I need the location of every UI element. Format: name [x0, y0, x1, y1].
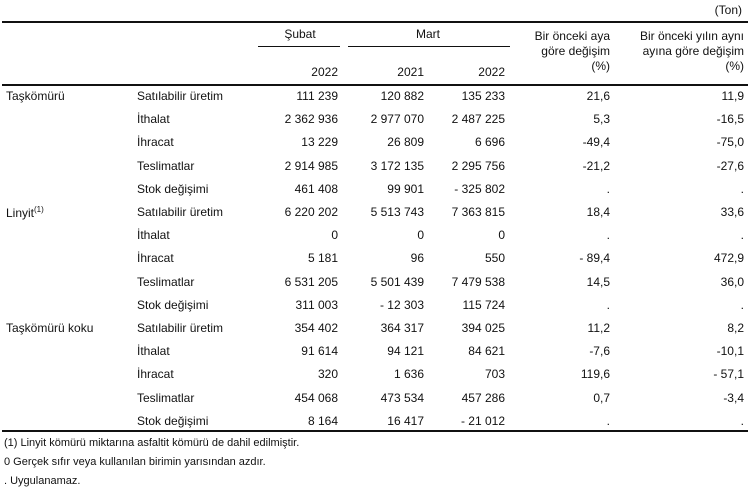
- category-label: [6, 205, 44, 220]
- value-cell: - 57,1: [713, 367, 744, 382]
- value-cell: 6 531 205: [284, 274, 338, 289]
- item-label: İhracat: [137, 367, 174, 382]
- value-cell: 457 286: [461, 390, 505, 405]
- value-cell: 111 239: [296, 89, 338, 103]
- header-year-subat-2022: 2022: [311, 65, 338, 79]
- value-cell: .: [606, 297, 610, 312]
- mart-underline: [348, 46, 510, 47]
- category-label: [6, 321, 93, 335]
- value-cell: 320: [317, 367, 338, 382]
- item-label: İhracat: [137, 251, 174, 266]
- item-label: Satılabilir üretim: [137, 321, 224, 335]
- header-change-year: [614, 29, 744, 74]
- value-cell: 14,5: [586, 274, 610, 289]
- value-cell: 120 882: [380, 89, 424, 103]
- table-row: [0, 201, 750, 224]
- table-row: [0, 271, 750, 294]
- header-mart: Mart: [416, 27, 440, 41]
- value-cell: .: [606, 181, 610, 196]
- value-cell: .: [740, 181, 744, 196]
- value-cell: - 21 012: [460, 413, 505, 428]
- value-cell: 26 809: [387, 135, 424, 150]
- category-text: Taşkömürü koku: [6, 321, 94, 335]
- table-row: [0, 340, 750, 363]
- value-cell: 33,6: [720, 205, 744, 219]
- value-cell: 364 317: [380, 321, 424, 335]
- value-cell: -27,6: [716, 158, 744, 173]
- header-change-month-line: Bir önceki aya: [534, 29, 610, 43]
- value-cell: 550: [484, 251, 505, 266]
- value-cell: .: [740, 228, 744, 243]
- value-cell: -3,4: [723, 390, 744, 405]
- value-cell: - 325 802: [454, 181, 505, 196]
- value-cell: -75,0: [716, 135, 744, 150]
- value-cell: 454 068: [294, 390, 338, 405]
- value-cell: -16,5: [716, 112, 744, 127]
- value-cell: 96: [410, 251, 424, 266]
- value-cell: 36,0: [720, 274, 744, 289]
- value-cell: 21,6: [586, 89, 610, 103]
- value-cell: 115 724: [462, 297, 505, 312]
- item-label: Stok değişimi: [137, 297, 209, 312]
- value-cell: 703: [484, 367, 505, 382]
- value-cell: 2 295 756: [451, 158, 505, 173]
- item-label: Teslimatlar: [137, 274, 195, 289]
- bottom-rule: [2, 430, 748, 432]
- value-cell: .: [606, 228, 610, 243]
- value-cell: 2 914 985: [284, 158, 338, 173]
- header-change-month-line: (%): [591, 59, 610, 73]
- value-cell: 5,3: [593, 112, 610, 127]
- value-cell: 0: [331, 228, 338, 243]
- value-cell: 0,7: [593, 390, 610, 405]
- value-cell: 119,6: [580, 367, 610, 382]
- value-cell: 99 901: [387, 181, 424, 196]
- value-cell: 2 487 225: [451, 112, 505, 127]
- table-row: [0, 108, 750, 131]
- value-cell: 3 172 135: [370, 158, 424, 173]
- unit-label: (Ton): [714, 3, 742, 17]
- table-row: [0, 294, 750, 317]
- value-cell: -10,1: [716, 344, 744, 359]
- item-label: İthalat: [137, 112, 170, 127]
- value-cell: 354 402: [294, 321, 338, 335]
- value-cell: 2 362 936: [284, 112, 338, 127]
- value-cell: 2 977 070: [370, 112, 424, 127]
- value-cell: 5 501 439: [370, 274, 424, 289]
- footnote-1: (1) Linyit kömürü miktarına asfaltit kömürü de dahil edilmiştir.: [4, 437, 300, 449]
- header-year-mart-2022: 2022: [478, 65, 505, 79]
- item-label: Teslimatlar: [137, 390, 195, 405]
- value-cell: 0: [498, 228, 505, 243]
- header-change-year-line: (%): [725, 59, 744, 73]
- value-cell: 394 025: [461, 321, 505, 335]
- header-change-year-line: ayına göre değişim: [642, 44, 744, 58]
- item-label: Stok değişimi: [137, 413, 209, 428]
- value-cell: 7 363 815: [451, 205, 505, 219]
- category-text: Taşkömürü: [6, 89, 65, 103]
- value-cell: .: [740, 297, 744, 312]
- table-row: [0, 317, 750, 340]
- value-cell: 11,2: [587, 321, 610, 335]
- value-cell: 84 621: [468, 344, 505, 359]
- header-change-year-line: Bir önceki yılın aynı: [639, 29, 744, 43]
- table-row: [0, 363, 750, 386]
- value-cell: 472,9: [713, 251, 744, 266]
- item-label: İthalat: [137, 344, 170, 359]
- subat-underline: [258, 46, 340, 47]
- value-cell: - 89,4: [579, 251, 610, 266]
- value-cell: 11,9: [721, 89, 744, 103]
- value-cell: .: [606, 413, 610, 428]
- table-row: [0, 131, 750, 154]
- header-year-mart-2021: 2021: [397, 65, 424, 79]
- value-cell: 16 417: [387, 413, 424, 428]
- value-cell: 13 229: [301, 135, 338, 150]
- value-cell: 461 408: [294, 181, 338, 196]
- top-rule: [2, 21, 748, 23]
- header-subat: Şubat: [284, 27, 316, 41]
- table-row: [0, 387, 750, 410]
- table-row: [0, 224, 750, 247]
- value-cell: 18,4: [586, 205, 610, 219]
- value-cell: 6 696: [474, 135, 505, 150]
- footnote-3: . Uygulanamaz.: [4, 475, 81, 487]
- item-label: İhracat: [137, 135, 174, 150]
- table-row: [0, 155, 750, 178]
- table-row: [0, 247, 750, 270]
- item-label: İthalat: [137, 228, 170, 243]
- value-cell: -49,4: [582, 135, 610, 150]
- value-cell: 7 479 538: [451, 274, 505, 289]
- value-cell: 311 003: [295, 297, 338, 312]
- item-label: Satılabilir üretim: [137, 89, 224, 103]
- category-label: [6, 89, 65, 103]
- value-cell: -21,2: [582, 158, 610, 173]
- value-cell: 8,2: [727, 321, 744, 335]
- value-cell: 6 220 202: [284, 205, 338, 219]
- value-cell: .: [740, 413, 744, 428]
- value-cell: 91 614: [301, 344, 338, 359]
- value-cell: 5 513 743: [370, 205, 424, 219]
- footnote-marker: (1): [34, 205, 44, 214]
- value-cell: 8 164: [307, 413, 338, 428]
- value-cell: -7,6: [589, 344, 610, 359]
- footnote-2: 0 Gerçek sıfır veya kullanılan birimin yarısından azdır.: [4, 456, 266, 468]
- header-change-month-line: göre değişim: [541, 44, 610, 58]
- table-row: [0, 85, 750, 108]
- header-change-month: [500, 29, 610, 74]
- value-cell: 5 181: [307, 251, 338, 266]
- value-cell: 473 534: [380, 390, 424, 405]
- value-cell: 94 121: [387, 344, 424, 359]
- value-cell: - 12 303: [379, 297, 424, 312]
- item-label: Teslimatlar: [137, 158, 195, 173]
- value-cell: 1 636: [393, 367, 424, 382]
- value-cell: 135 233: [461, 89, 505, 103]
- category-text: Linyit: [6, 206, 35, 220]
- table-row: [0, 178, 750, 201]
- value-cell: 0: [417, 228, 424, 243]
- item-label: Stok değişimi: [137, 181, 209, 196]
- item-label: Satılabilir üretim: [137, 205, 224, 219]
